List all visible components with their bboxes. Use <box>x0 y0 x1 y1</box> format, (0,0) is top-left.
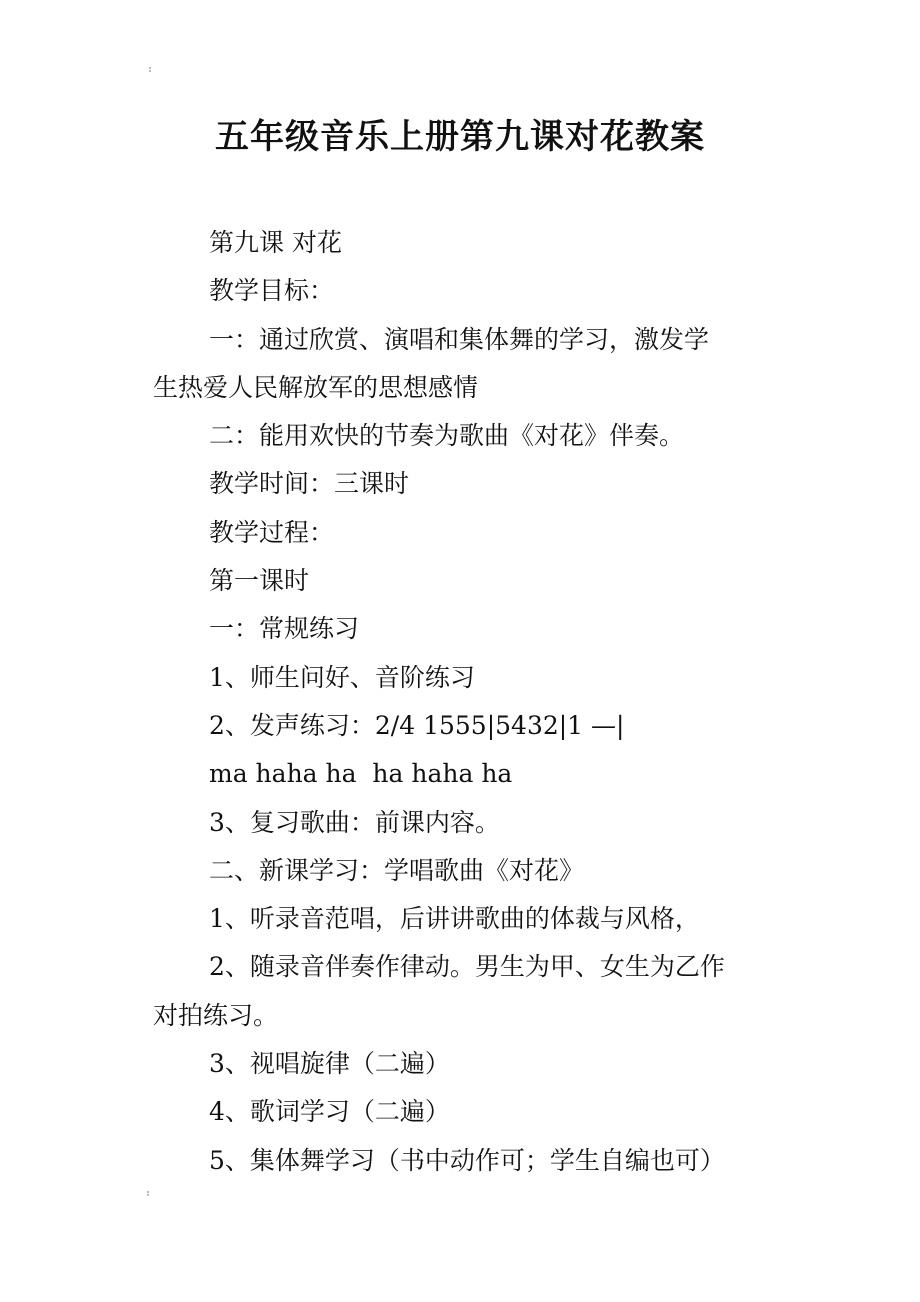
body-line: 一：常规练习 <box>209 614 360 644</box>
body-line: 3、复习歌曲：前课内容。 <box>209 807 500 837</box>
document-body <box>153 219 773 1185</box>
body-line: 教学过程： <box>209 517 335 547</box>
body-line: 3、视唱旋律（二遍） <box>209 1049 450 1079</box>
body-line: 5、集体舞学习（书中动作可；学生自编也可） <box>209 1145 725 1175</box>
body-line: 4、歌词学习（二遍） <box>209 1097 450 1127</box>
body-line: 二：能用欢快的节奏为歌曲《对花》伴奏。 <box>209 421 685 451</box>
body-line: 教学时间：三课时 <box>209 469 410 499</box>
page-corner-mark <box>146 1190 152 1198</box>
page-corner-mark <box>148 66 154 74</box>
body-line: 1、听录音范唱，后讲讲歌曲的体裁与风格， <box>209 904 700 934</box>
body-line: 二、新课学习：学唱歌曲《对花》 <box>209 855 585 885</box>
body-line: 教学目标： <box>209 276 335 306</box>
document-title: 五年级音乐上册第九课对花教案 <box>215 117 705 157</box>
body-line: 生热爱人民解放军的思想感情 <box>153 372 479 402</box>
body-line: 第九课 对花 <box>209 228 342 257</box>
body-line: 2、发声练习：2/4 1555|5432|1 —| <box>209 710 625 740</box>
body-line: 1、师生问好、音阶练习 <box>209 662 475 692</box>
body-line: 一：通过欣赏、演唱和集体舞的学习，激发学 <box>209 324 710 354</box>
body-line: ma haha ha ha haha ha <box>209 759 513 789</box>
body-line: 第一课时 <box>209 566 310 596</box>
body-line: 对拍练习。 <box>153 1000 279 1030</box>
body-line: 2、随录音伴奏作律动。男生为甲、女生为乙作 <box>209 952 725 982</box>
